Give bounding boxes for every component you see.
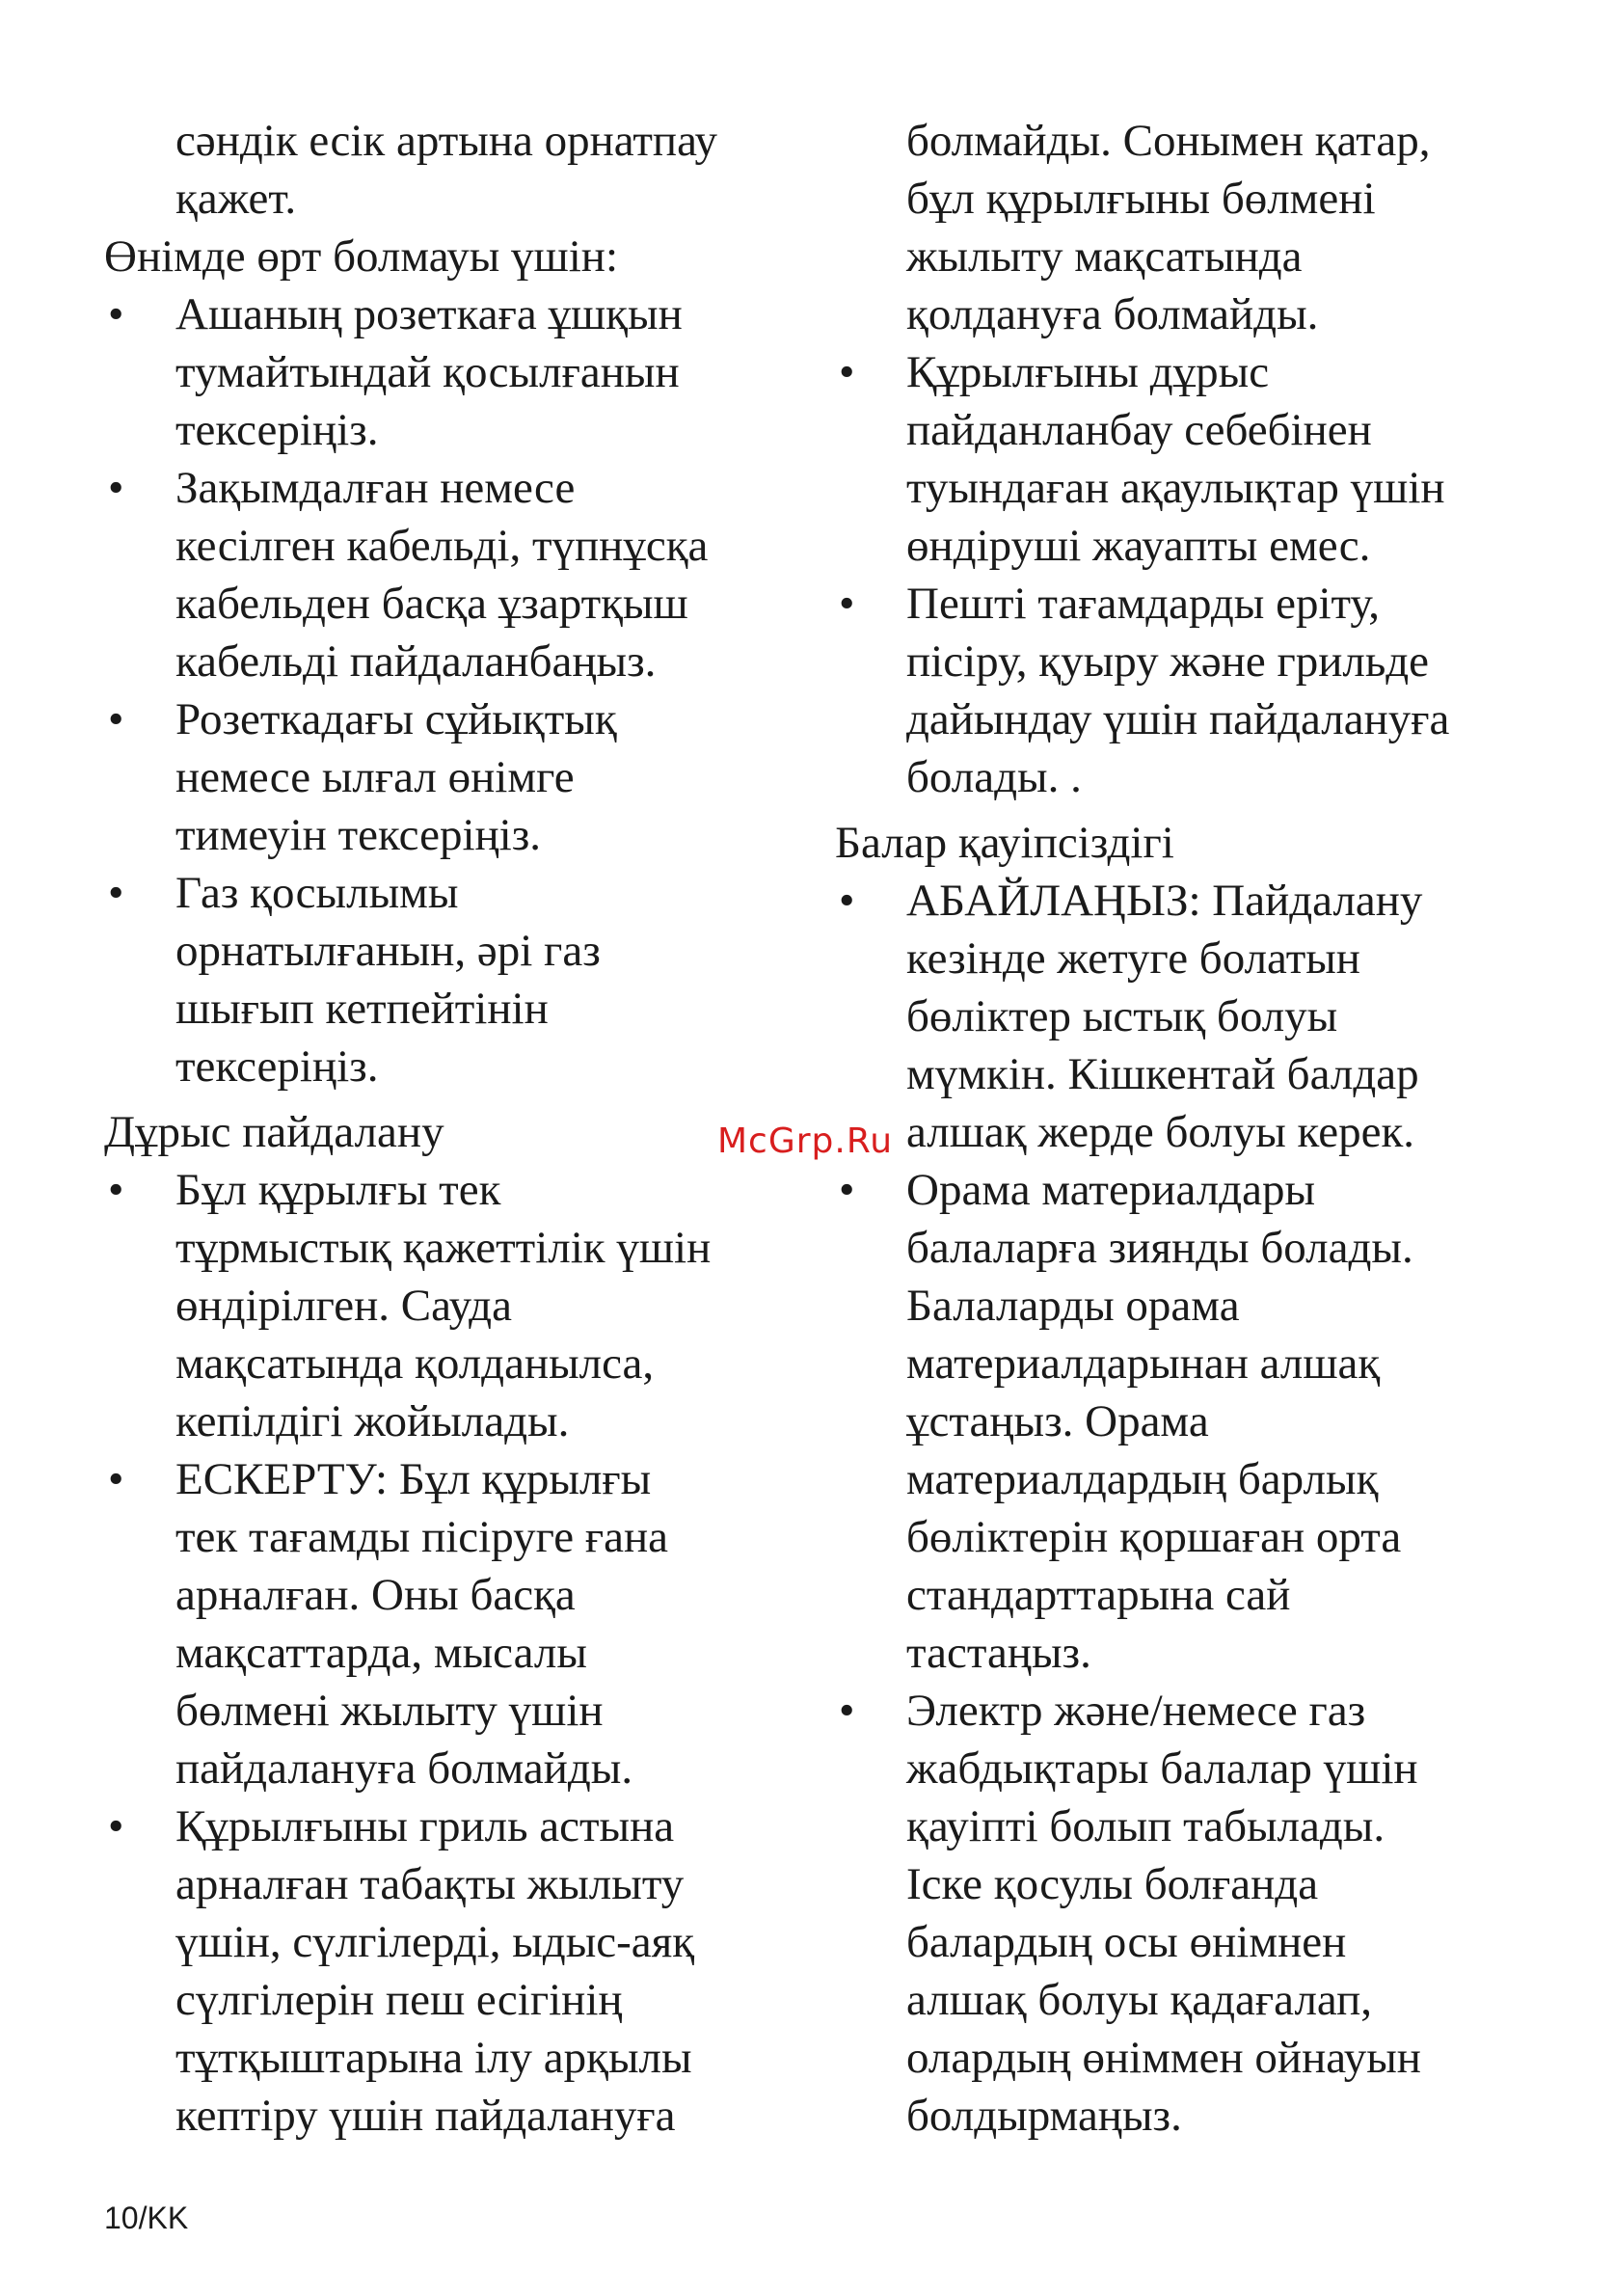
bullet-marker: •	[108, 289, 124, 339]
bullet-marker: •	[839, 347, 855, 397]
bullet-marker: •	[839, 1165, 855, 1215]
bullet-marker: •	[108, 694, 124, 744]
list-item-text: Пешті тағамдарды еріту, пісіру, қуыру және грильде дайындау үшін пайдалануға болады. .	[906, 579, 1450, 802]
bullet-list-fire	[104, 285, 808, 1095]
list-item	[104, 690, 808, 864]
list-item	[104, 1450, 808, 1797]
list-item-text: ЕСКЕРТУ: Бұл құрылғы тек тағамды пісіруге ғана арналған. Оны басқа мақсаттарда, мысалы бөлмені жылыту үшін пайдалануға болмайды.	[175, 1454, 669, 1794]
list-item-text: Ашаның розеткаға ұшқын тумайтындай қосылғанын тексеріңіз.	[175, 289, 683, 455]
bullet-list-child-safety	[835, 872, 1529, 2145]
list-item-text: АБАЙЛАҢЫЗ: Пайдалану кезінде жетуге болатын бөліктер ыстық болуы мүмкін. Кішкентай балдар алшақ жерде болуы керек.	[906, 876, 1423, 1157]
list-item	[835, 872, 1529, 1161]
section-heading-child-safety: Балар қауіпсіздігі	[835, 818, 1174, 868]
bullet-marker: •	[839, 579, 855, 629]
list-item-text: Зақымдалған немесе кесілген кабельді, түпнұсқа кабельден басқа ұзартқыш кабельді пайдаланбаңыз.	[175, 463, 709, 687]
bullet-marker: •	[108, 463, 124, 513]
continuation-text: болмайды. Сонымен қатар, бұл құрылғыны бөлмені жылыту мақсатында қолдануға болмайды.	[906, 116, 1431, 339]
list-item	[104, 864, 808, 1095]
watermark: McGrp.Ru	[717, 1121, 894, 1161]
list-item-text: Орама материалдары балаларға зиянды болады. Балаларды орама материалдарынан алшақ ұстаңыз. Орама материалдардың барлық бөліктерін қоршаған орта стандарттарына сай тастаңыз.	[906, 1165, 1413, 1678]
left-column	[104, 112, 808, 2145]
list-item	[104, 285, 808, 459]
continuation-text: сәндік есік артына орнатпау қажет.	[175, 116, 718, 224]
list-item-text: Газ қосылымы орнатылғанын, әрі газ шығып кетпейтінін тексеріңіз.	[175, 868, 601, 1092]
bullet-list-use	[104, 1161, 808, 2145]
list-item	[104, 1797, 808, 2145]
page-number: 10/KK	[104, 2201, 189, 2235]
list-item	[104, 1161, 808, 1450]
list-item	[835, 1682, 1529, 2145]
list-item-text: Құрылғыны дұрыс пайданланбау себебінен туындаған ақаулықтар үшін өндіруші жауапты емес.	[906, 347, 1445, 571]
right-column	[835, 112, 1529, 2145]
bullet-marker: •	[839, 1686, 855, 1736]
bullet-list-use-continued	[835, 343, 1529, 806]
bullet-marker: •	[108, 1801, 124, 1851]
bullet-marker: •	[839, 876, 855, 926]
list-item-text: Бұл құрылғы тек тұрмыстық қажеттілік үшін өндірілген. Сауда мақсатында қолданылса, кепілдігі жойылады.	[175, 1165, 712, 1446]
list-item	[835, 343, 1529, 575]
bullet-marker: •	[108, 1165, 124, 1215]
bullet-marker: •	[108, 1454, 124, 1504]
section-heading-use: Дұрыс пайдалану	[104, 1107, 444, 1157]
list-item	[835, 1161, 1529, 1682]
list-item	[835, 575, 1529, 806]
bullet-marker: •	[108, 868, 124, 918]
list-item	[104, 459, 808, 690]
section-heading-fire: Өнімде өрт болмауы үшін:	[104, 231, 619, 282]
list-item-text: Құрылғыны гриль астына арналған табақты жылыту үшін, сүлгілерді, ыдыс-аяқ сүлгілерін пеш есігінің тұтқыштарына ілу арқылы кептіру үшін пайдалануға	[175, 1801, 695, 2141]
list-item-text: Розеткадағы сұйықтық немесе ылғал өнімге тимеуін тексеріңіз.	[175, 694, 617, 860]
list-item-text: Электр және/немесе газ жабдықтары балалар үшін қауіпті болып табылады. Іске қосулы болғанда балардың осы өнімнен алшақ болуы қадағалап, олардың өніммен ойнауын болдырмаңыз.	[906, 1686, 1421, 2141]
